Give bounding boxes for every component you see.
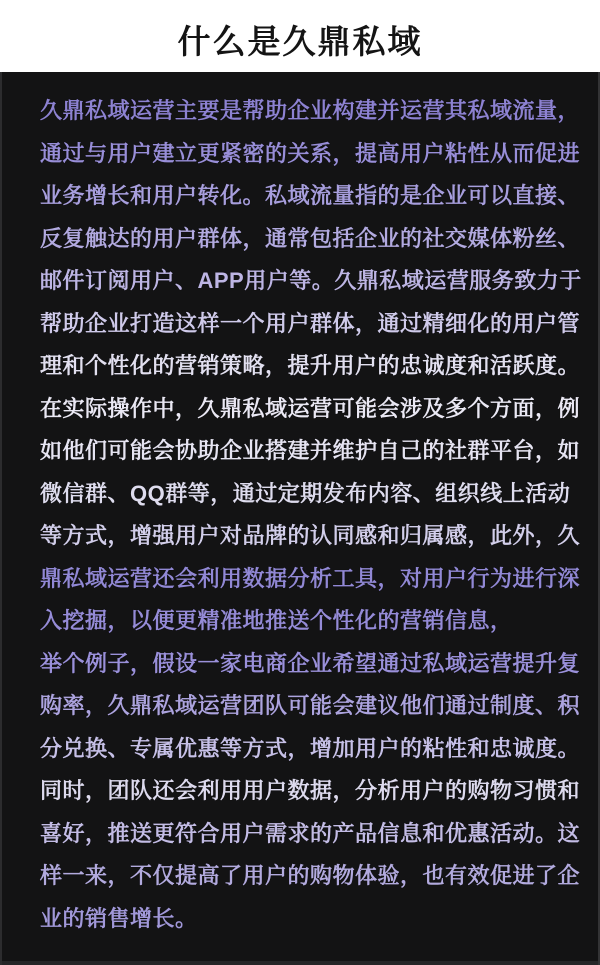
header: [0, 0, 600, 72]
text-line: 业务增长和用户转化。私域流量指的是企业可以直接、: [40, 183, 581, 208]
text-line: 邮件订阅用户、APP用户等。久鼎私域运营服务致力于: [40, 268, 582, 293]
text-line: 鼎私域运营还会利用数据分析工具，对用户行为进行深: [40, 565, 581, 591]
text-line: 分兑换、专属优惠等方式，增加用户的粘性和忠诚度。: [40, 735, 581, 761]
body-lines: [2, 72, 598, 940]
text-line: 理和个性化的营销策略，提升用户的忠诚度和活跃度。: [40, 353, 581, 378]
text-line: 业的销售增长。: [40, 905, 198, 931]
text-line: 样一来，不仅提高了用户的购物体验，也有效促进了企: [40, 863, 581, 888]
page-title: 什么是久鼎私域: [177, 22, 423, 60]
text-line: 反复触达的用户群体，通常包括企业的社交媒体粉丝、: [40, 225, 581, 251]
text-line: 在实际操作中，久鼎私域运营可能会涉及多个方面，例: [40, 395, 581, 421]
panel-bottom-edge: [2, 961, 598, 965]
text-line: 喜好，推送更符合用户需求的产品信息和优惠活动。这: [40, 820, 581, 846]
content-panel: [0, 72, 600, 965]
text-line: 等方式，增强用户对品牌的认同感和归属感，此外，久: [40, 523, 581, 548]
text-line: 如他们可能会协助企业搭建并维护自己的社群平台，如: [40, 438, 581, 463]
text-line: 微信群、QQ群等，通过定期发布内容、组织线上活动: [40, 480, 571, 506]
text-line: 同时，团队还会利用用户数据，分析用户的购物习惯和: [40, 778, 581, 803]
text-line: 入挖掘，以便更精准地推送个性化的营销信息，: [40, 608, 513, 633]
text-line: 帮助企业打造这样一个用户群体，通过精细化的用户管: [40, 310, 581, 336]
text-line: 购率，久鼎私域运营团队可能会建议他们通过制度、积: [40, 693, 581, 718]
text-line: 久鼎私域运营主要是帮助企业构建并运营其私域流量，: [40, 98, 581, 123]
text-line: 通过与用户建立更紧密的关系，提高用户粘性从而促进: [40, 140, 581, 166]
text-line: 举个例子，假设一家电商企业希望通过私域运营提升复: [40, 650, 581, 676]
